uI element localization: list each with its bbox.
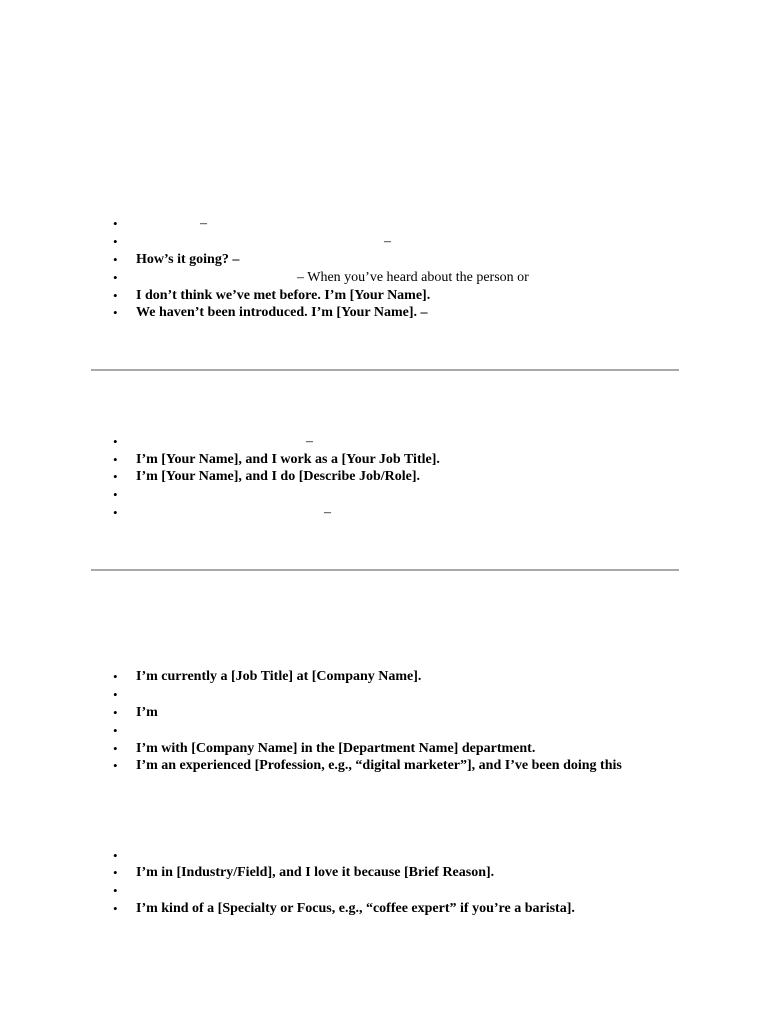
list-item-text: – bbox=[306, 434, 313, 449]
bullet: • bbox=[113, 723, 118, 738]
list-item-text: I’m [Your Name], and I do [Describe Job/Role]. bbox=[136, 469, 420, 484]
list-item-text: I’m bbox=[136, 705, 158, 720]
bullet: • bbox=[113, 848, 118, 863]
bullet: • bbox=[113, 865, 118, 880]
bullet: • bbox=[113, 758, 118, 773]
list-item-text: I’m in [Industry/Field], and I love it because [Brief Reason]. bbox=[136, 865, 495, 880]
list-item-text: – bbox=[324, 505, 331, 520]
list-item-text: We haven’t been introduced. I’m [Your Name]. – bbox=[136, 305, 428, 320]
list-item-text: – When you’ve heard about the person or bbox=[297, 270, 529, 285]
horizontal-rule bbox=[91, 569, 679, 571]
bullet: • bbox=[113, 669, 118, 684]
list-item-text: I’m with [Company Name] in the [Department Name] department. bbox=[136, 741, 536, 756]
bullet: • bbox=[113, 883, 118, 898]
horizontal-rule bbox=[91, 369, 679, 371]
list-item-text: I’m an experienced [Profession, e.g., “digital marketer”], and I’ve been doing this bbox=[136, 758, 622, 773]
list-item-text: I’m [Your Name], and I work as a [Your Job Title]. bbox=[136, 452, 440, 467]
bullet: • bbox=[113, 305, 118, 320]
list-item-text: How’s it going? – bbox=[136, 252, 240, 267]
bullet: • bbox=[113, 434, 118, 449]
list-item-text: – bbox=[384, 234, 391, 249]
bullet: • bbox=[113, 705, 118, 720]
bullet: • bbox=[113, 901, 118, 916]
bullet: • bbox=[113, 288, 118, 303]
list-item-text: – bbox=[200, 216, 207, 231]
bullet: • bbox=[113, 741, 118, 756]
bullet: • bbox=[113, 687, 118, 702]
list-item-text: I’m kind of a [Specialty or Focus, e.g., “coffee expert” if you’re a barista]. bbox=[136, 901, 575, 916]
bullet: • bbox=[113, 505, 118, 520]
bullet: • bbox=[113, 252, 118, 267]
bullet: • bbox=[113, 452, 118, 467]
bullet: • bbox=[113, 216, 118, 231]
bullet: • bbox=[113, 270, 118, 285]
list-item-text: I’m currently a [Job Title] at [Company Name]. bbox=[136, 669, 422, 684]
bullet: • bbox=[113, 234, 118, 249]
list-item-text: I don’t think we’ve met before. I’m [Your Name]. bbox=[136, 288, 431, 303]
bullet: • bbox=[113, 487, 118, 502]
bullet: • bbox=[113, 469, 118, 484]
